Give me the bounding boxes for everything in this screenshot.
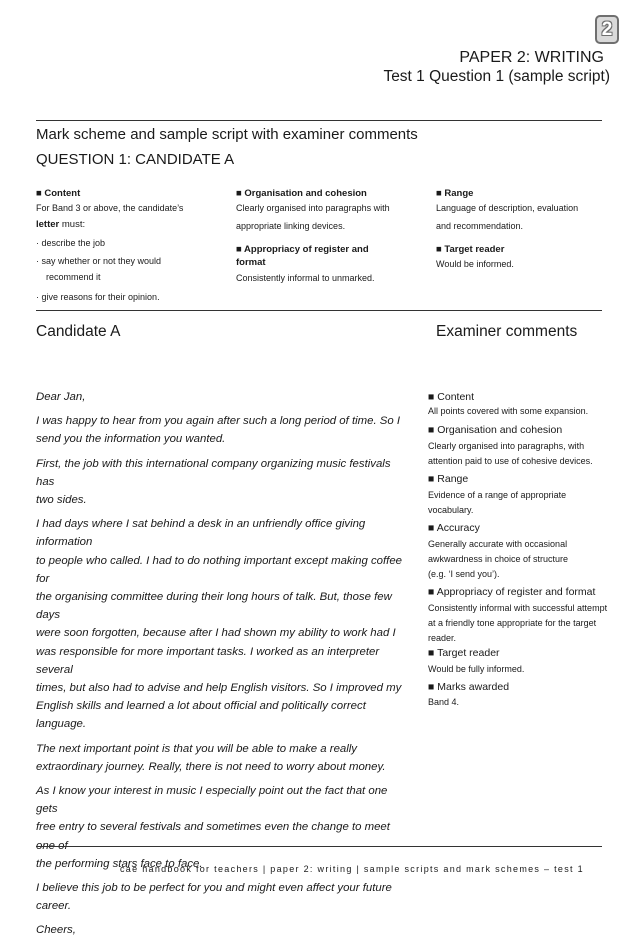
- letter-paragraph: [36, 412, 408, 448]
- range-heading: [436, 187, 606, 200]
- examiner-comment: [428, 585, 608, 646]
- section-title: Mark scheme and sample script with examiner comments: [36, 126, 418, 143]
- bullet-icon: ■: [236, 244, 242, 255]
- divider: [36, 120, 602, 121]
- letter-line: free entry to several festivals and sometimes even the change to meet one of: [36, 821, 390, 852]
- examiner-heading: Examiner comments: [436, 323, 578, 340]
- letter-salutation: Dear Jan,: [36, 391, 86, 403]
- comment-text: awkwardness in choice of structure: [428, 554, 569, 564]
- letter-line: the organising committee during their long hours of talk. But, those few days: [36, 591, 392, 622]
- candidate-heading: Candidate A: [36, 323, 121, 340]
- organisation-heading: [236, 187, 416, 200]
- letter-line: the performing stars face to face.: [36, 857, 203, 870]
- content-label: Content: [44, 188, 81, 199]
- letter-closing: Cheers,: [36, 924, 76, 937]
- letter-line: extraordinary journey. Really, there is not need to worry about money.: [36, 760, 386, 773]
- comment-label: Range: [437, 473, 469, 485]
- comment-text: at a friendly tone appropriate for the target: [428, 618, 597, 628]
- comment-heading: [428, 390, 608, 404]
- divider: [36, 846, 602, 847]
- letter-paragraph: [36, 740, 408, 776]
- comment-label: Appropriacy of register and format: [436, 586, 596, 598]
- examiner-comment: [428, 680, 608, 710]
- comment-heading: [428, 585, 608, 599]
- letter-line: I believe this job to be perfect for you and might even affect your future: [36, 882, 392, 895]
- test-title: Test 1 Question 1 (sample script): [383, 68, 610, 85]
- bullet-icon: ■: [428, 522, 435, 534]
- comment-text: (e.g. ‘I send you’).: [428, 569, 500, 579]
- comment-heading: [428, 521, 608, 535]
- letter-line: English skills and learned a lot about official and politically correct language.: [36, 700, 366, 731]
- register-label: Appropriacy of register and: [244, 244, 369, 255]
- comment-label: Content: [437, 391, 475, 403]
- letter-line: to people who called. I had to do nothing important except making coffee for: [36, 554, 403, 585]
- content-text: [36, 218, 226, 232]
- range-label: Range: [444, 188, 474, 199]
- comment-heading: [428, 472, 608, 486]
- divider: [36, 310, 602, 311]
- content-text-rest: must:: [59, 219, 86, 230]
- letter-paragraph: [36, 515, 408, 733]
- letter-line: career.: [36, 900, 72, 913]
- comment-heading: [428, 646, 608, 660]
- examiner-comment: [428, 472, 608, 518]
- bullet-icon: ■: [436, 188, 442, 199]
- comment-text: Consistently informal with successful attempt: [428, 603, 608, 613]
- examiner-comment: [428, 646, 608, 677]
- comment-text: Evidence of a range of appropriate: [428, 490, 567, 500]
- letter-paragraph: [36, 455, 408, 510]
- paper-title: PAPER 2: WRITING: [459, 49, 604, 66]
- range-text: and recommendation.: [436, 221, 524, 231]
- comment-text: All points covered with some expansion.: [428, 406, 589, 416]
- target-label: Target reader: [444, 244, 505, 255]
- bullet-icon: ■: [428, 473, 435, 485]
- bullet-icon: ■: [428, 681, 435, 693]
- question-title: QUESTION 1: CANDIDATE A: [36, 151, 235, 168]
- comment-label: Organisation and cohesion: [437, 424, 563, 436]
- comment-text: Band 4.: [428, 697, 460, 707]
- comment-text: attention paid to use of cohesive devices.: [428, 456, 593, 466]
- content-item: · give reasons for their opinion.: [36, 292, 160, 302]
- content-item: · say whether or not they would: [36, 256, 162, 266]
- letter-line: was responsible for more important tasks. I worked as an interpreter several: [36, 645, 380, 676]
- bullet-icon: ■: [428, 424, 435, 436]
- letter-paragraph: [36, 879, 408, 915]
- mark-scheme-organisation: [236, 187, 416, 233]
- mark-scheme-content: [36, 187, 226, 306]
- bullet-icon: ■: [428, 391, 435, 403]
- range-text: Language of description, evaluation: [436, 203, 579, 213]
- bullet-icon: ■: [36, 188, 42, 199]
- content-text: For Band 3 or above, the candidate’s: [36, 203, 184, 213]
- letter-line: I was happy to hear from you again after such a long period of time. So I: [36, 415, 401, 428]
- letter-line: I had days where I sat behind a desk in an unfriendly office giving information: [36, 518, 366, 549]
- examiner-comment: [428, 390, 608, 419]
- target-text: Would be informed.: [436, 259, 514, 269]
- letter-line: First, the job with this international company organizing music festivals has: [36, 457, 391, 488]
- organisation-text: Clearly organised into paragraphs with: [236, 203, 390, 213]
- bullet-icon: ■: [428, 586, 435, 598]
- register-label-cont: format: [236, 257, 266, 268]
- mark-scheme-range: [436, 187, 606, 233]
- letter-line: two sides.: [36, 494, 87, 507]
- comment-text: vocabulary.: [428, 505, 474, 515]
- comment-label: Accuracy: [436, 522, 480, 534]
- letter-line: As I know your interest in music I especially point out the fact that one gets: [36, 785, 388, 816]
- paper-number-badge: 2: [595, 15, 619, 44]
- bullet-icon: ■: [236, 188, 242, 199]
- bullet-icon: ■: [436, 244, 442, 255]
- comment-text: Generally accurate with occasional: [428, 539, 568, 549]
- mark-scheme-target: [436, 243, 606, 271]
- content-heading: [36, 187, 226, 200]
- organisation-label: Organisation and cohesion: [244, 188, 367, 199]
- letter-line: The next important point is that you will be able to make a really: [36, 742, 358, 755]
- organisation-text: appropriate linking devices.: [236, 221, 346, 231]
- comment-text: reader.: [428, 633, 457, 643]
- bullet-icon: ■: [428, 647, 435, 659]
- comment-heading: [428, 680, 608, 694]
- examiner-comment: [428, 521, 608, 582]
- comment-label: Marks awarded: [437, 681, 510, 693]
- letter-line: were soon forgotten, because after I had shown my ability to work had I: [36, 627, 396, 640]
- letter-paragraph: [36, 782, 408, 873]
- letter-bold: letter: [36, 219, 60, 230]
- content-item: · describe the job: [36, 238, 106, 248]
- comment-label: Target reader: [437, 647, 500, 659]
- comment-text: Would be fully informed.: [428, 664, 525, 674]
- register-heading: [236, 243, 416, 256]
- mark-scheme-register: [236, 243, 416, 285]
- page-footer: cae handbook for teachers | paper 2: writing | sample scripts and mark schemes – test 1: [120, 864, 584, 874]
- target-heading: [436, 243, 606, 256]
- comment-text: Clearly organised into paragraphs, with: [428, 441, 585, 451]
- register-text: Consistently informal to unmarked.: [236, 273, 375, 283]
- letter-line: send you the information you wanted.: [36, 433, 226, 446]
- comment-heading: [428, 423, 608, 437]
- content-item: recommend it: [46, 272, 101, 282]
- letter-line: times, but also had to advise and help English visitors. So I improved my: [36, 682, 402, 695]
- examiner-comment: [428, 423, 608, 469]
